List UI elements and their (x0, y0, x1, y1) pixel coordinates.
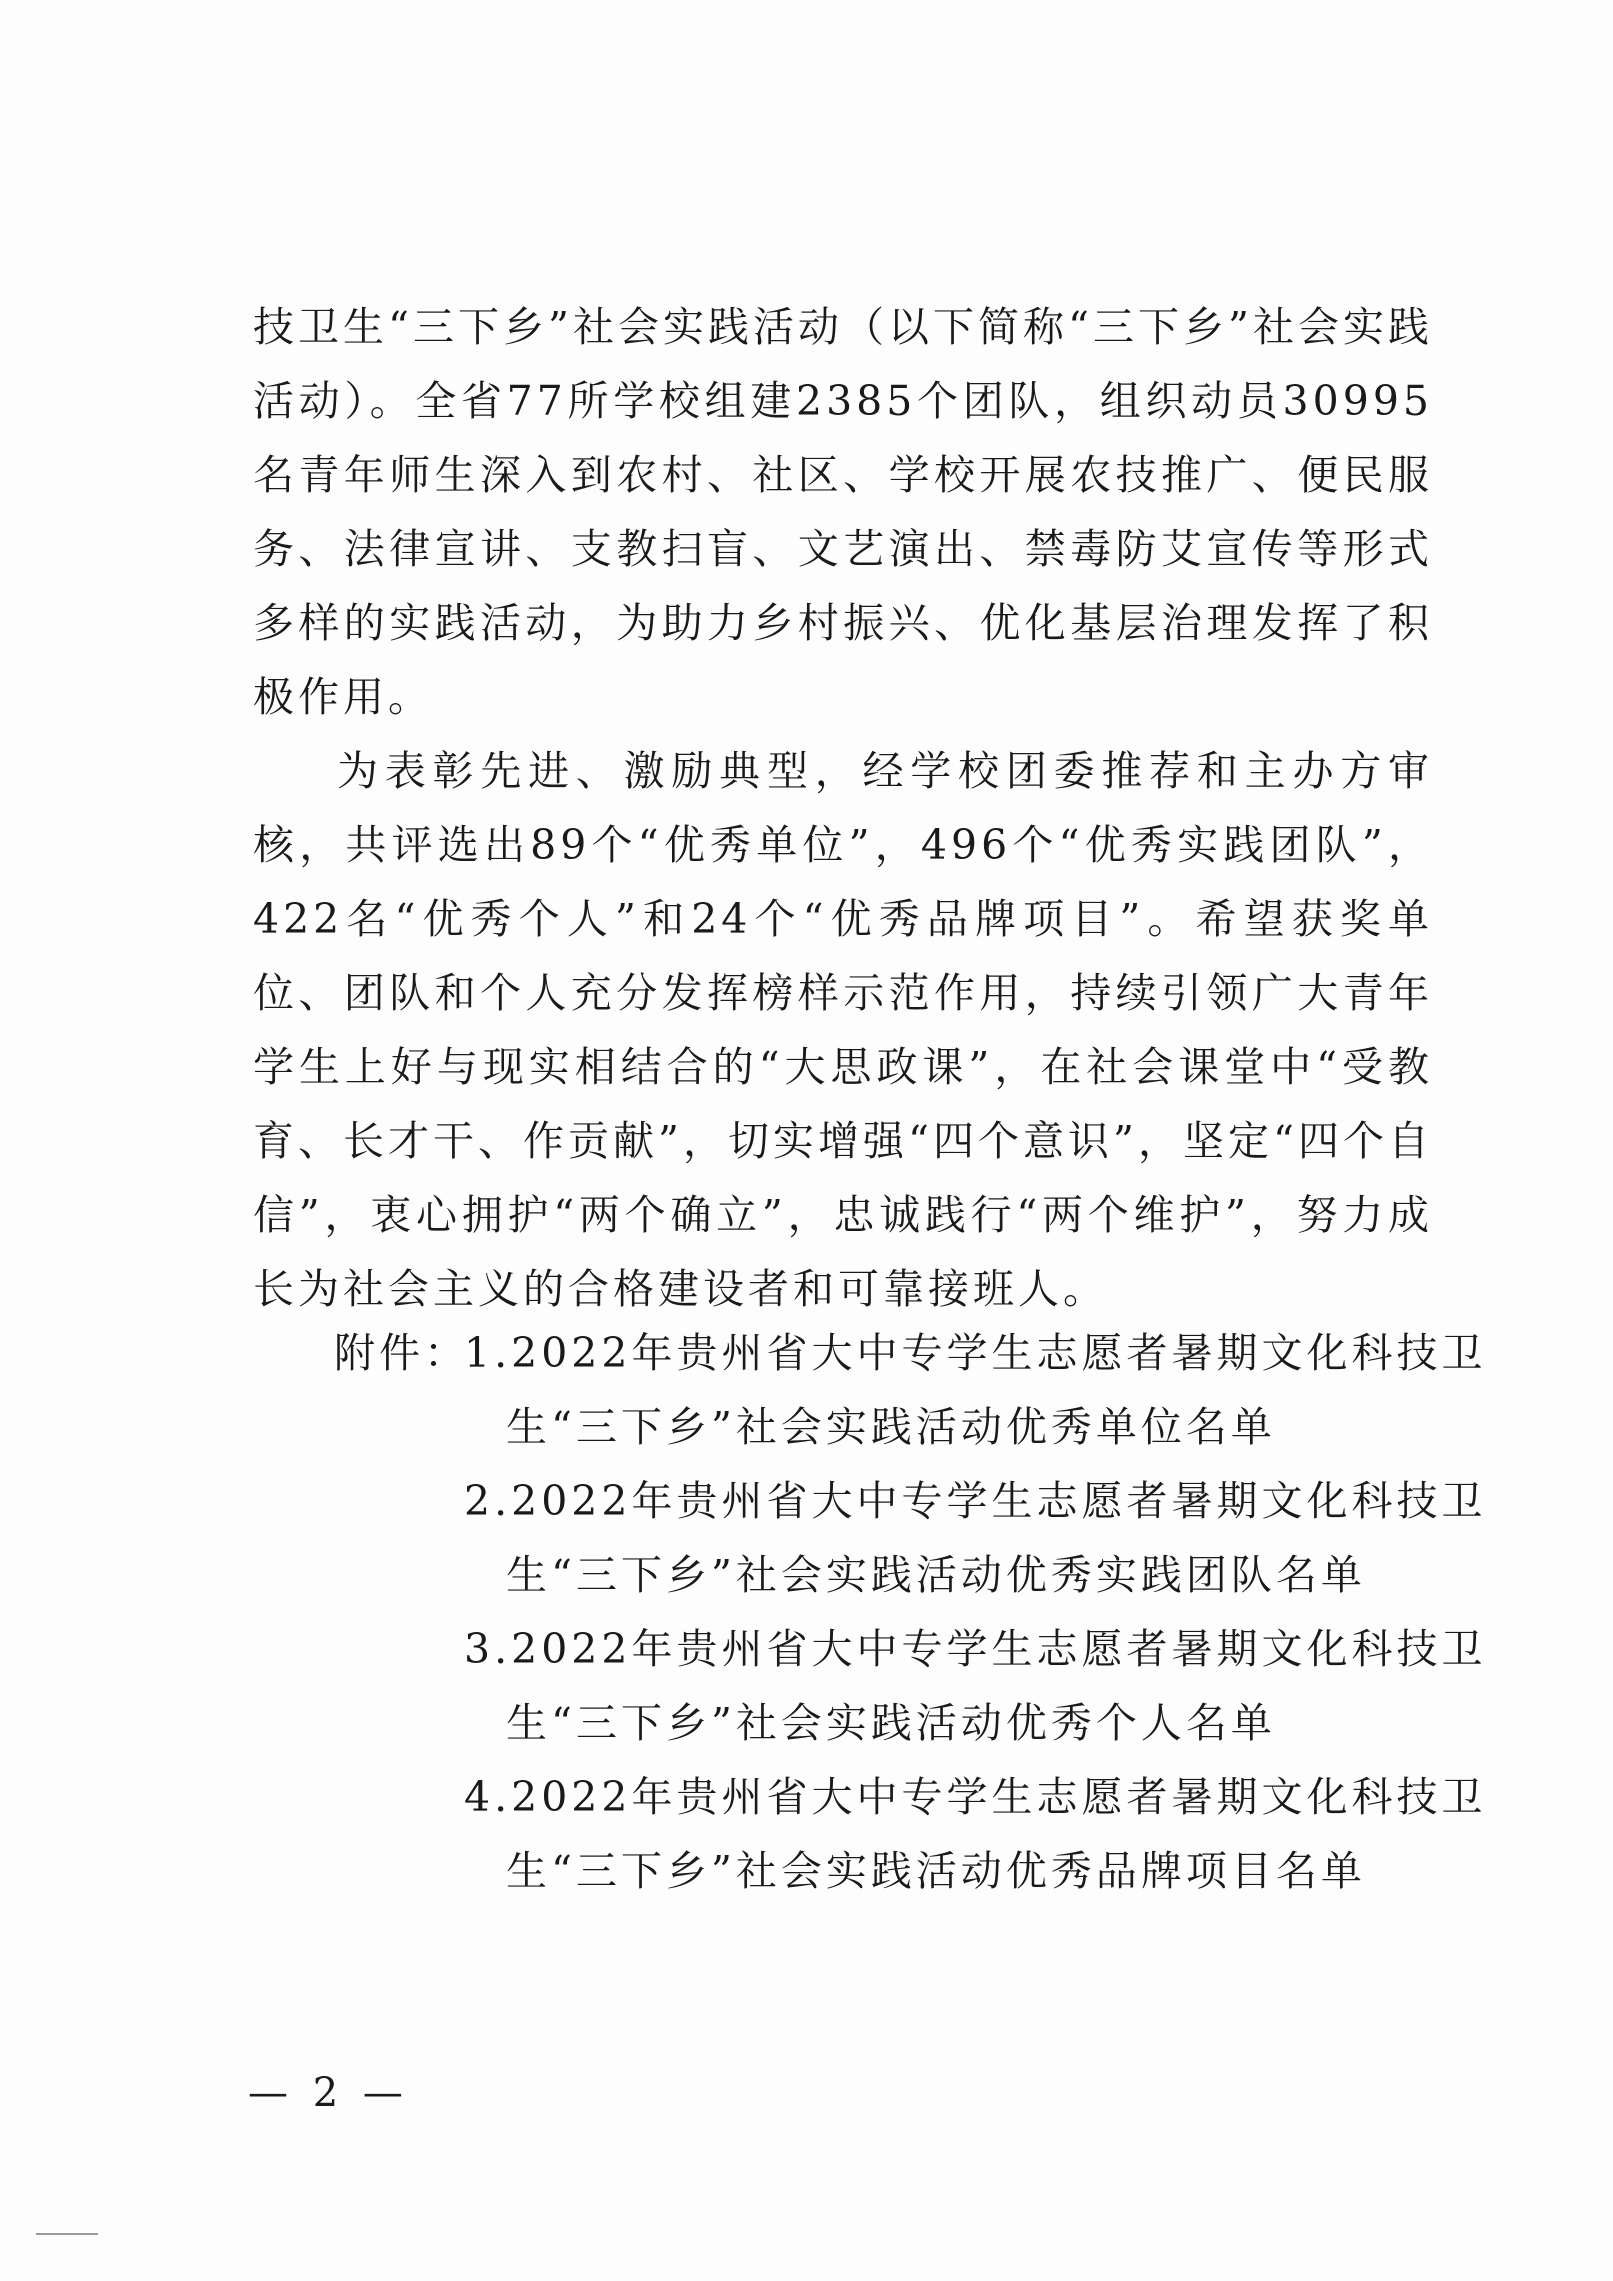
paragraph-2: 为表彰先进、激励典型，经学校团委推荐和主办方审核，共评选出89个“优秀单位”，496个“优秀实践团队”，422名“优秀个人”和24个“优秀品牌项目”。希望获奖单位、团队和个人充分发挥榜样示范作用，持续引领广大青年学生上好与现实相结合的“大思政课”，在社会课堂中“受教育、长才干、作贡献”，切实增强“四个意识”，坚定“四个自信”，衷心拥护“两个确立”，忠诚践行“两个维护”，努力成长为社会主义的合格建设者和可靠接班人。 (253, 747, 1433, 1313)
paragraph-1: 技卫生“三下乡”社会实践活动（以下简称“三下乡”社会实践活动）。全省77所学校组建2385个团队，组织动员30995名青年师生深入到农村、社区、学校开展农技推广、便民服务、法律宣讲、支教扫盲、文艺演出、禁毒防艾宣传等形式多样的实践活动，为助力乡村振兴、优化基层治理发挥了积极作用。 (253, 303, 1433, 721)
attachment-title-line2: 生“三下乡”社会实践活动优秀单位名单 (506, 1403, 1276, 1451)
attachment-number: 1. (464, 1329, 512, 1377)
attachment-number: 2. (464, 1477, 512, 1525)
attachment-title-line1: 2022年贵州省大中专学生志愿者暑期文化科技卫 (511, 1329, 1487, 1377)
attachment-title-line1: 2022年贵州省大中专学生志愿者暑期文化科技卫 (511, 1773, 1487, 1821)
attachment-item-3 (334, 1612, 1487, 1760)
attachment-title-line2: 生“三下乡”社会实践活动优秀个人名单 (506, 1699, 1276, 1747)
page-number: — 2 — (248, 2070, 409, 2116)
attachment-title-line2: 生“三下乡”社会实践活动优秀实践团队名单 (506, 1551, 1366, 1599)
attachments-list (334, 1316, 1487, 1908)
attachment-title-line1: 2022年贵州省大中专学生志愿者暑期文化科技卫 (511, 1625, 1487, 1673)
attachment-title-line1: 2022年贵州省大中专学生志愿者暑期文化科技卫 (511, 1477, 1487, 1525)
attachment-item-1 (334, 1316, 1487, 1464)
scan-edge-mark (36, 2233, 98, 2235)
attachment-title-line2: 生“三下乡”社会实践活动优秀品牌项目名单 (506, 1847, 1366, 1895)
attachment-item-4 (334, 1760, 1487, 1908)
attachment-number: 4. (464, 1773, 512, 1821)
attachment-number: 3. (464, 1625, 512, 1673)
body-text (253, 290, 1433, 1326)
attachments-label: 附件： (334, 1329, 469, 1377)
attachment-item-2 (334, 1464, 1487, 1612)
